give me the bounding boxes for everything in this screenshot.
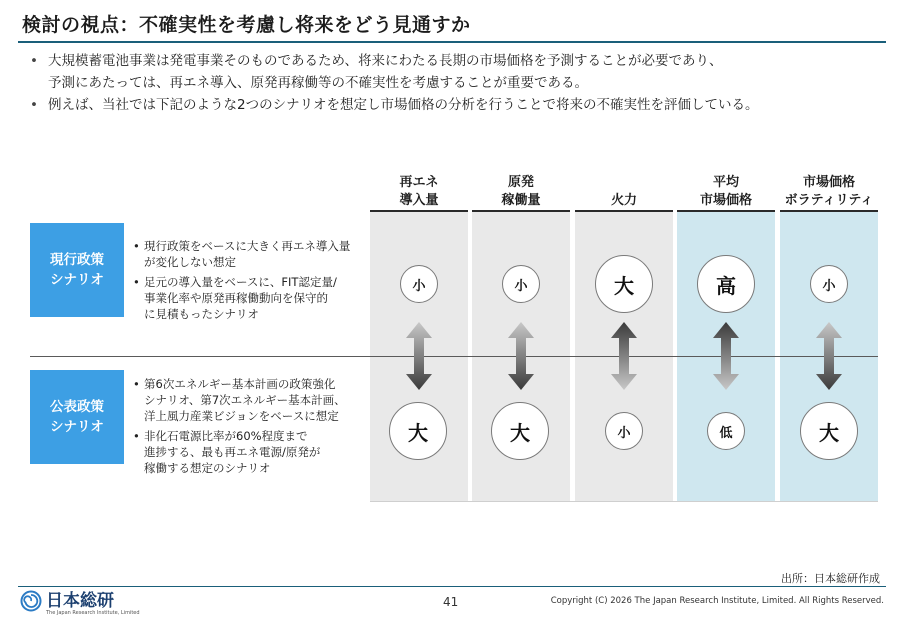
column-header-nuclear (472, 168, 570, 210)
description-line: • 非化石電源比率が60%程度まで (144, 429, 308, 443)
value-current-nuclear: 小 (502, 265, 540, 303)
company-logo (20, 590, 140, 616)
column-header-rule (472, 210, 570, 212)
column-header-rule (370, 210, 468, 212)
scenario-description-item (132, 376, 368, 424)
description-line: • 第6次エネルギー基本計画の政策強化 (144, 377, 336, 391)
footer-divider (18, 586, 886, 587)
trend-arrow-down-icon (405, 322, 433, 390)
trend-arrow-up-icon (610, 322, 638, 390)
source-note: 出所：日本総研作成 (781, 572, 880, 585)
column-header-rule (575, 210, 673, 212)
trend-arrow-down-icon (815, 322, 843, 390)
column-header-thermal (575, 168, 673, 210)
description-line: • 現行政策をベースに大きく再エネ導入量 (144, 239, 351, 253)
description-line: が変化しない想定 (144, 255, 236, 269)
value-current-avg-price: 高 (697, 255, 755, 313)
column-header-line: 市場価格 (699, 193, 752, 208)
copyright-notice: Copyright (C) 2026 The Japan Research Institute, Limited. All Rights Reserved. (550, 596, 884, 606)
value-stated-volatility: 大 (800, 402, 858, 460)
value-stated-nuclear: 大 (491, 402, 549, 460)
value-current-thermal: 大 (595, 255, 653, 313)
column-header-rule (677, 210, 775, 212)
description-line: シナリオ、第7次エネルギー基本計画、 (144, 393, 346, 407)
scenario-description-current-policy (132, 238, 368, 326)
scenario-description-stated-policy (132, 376, 368, 480)
column-header-line: 再エネ (399, 175, 439, 190)
title-divider (18, 41, 886, 43)
description-line: 進捗する、最も再エネ電源/原発が (144, 445, 321, 459)
column-header-line: 稼働量 (501, 193, 541, 208)
column-header-line: 火力 (610, 193, 637, 208)
column-header-avg-price (677, 168, 775, 210)
page-title: 検討の視点：不確実性を考慮し将来をどう見通すか (22, 14, 471, 36)
column-header-line: 導入量 (399, 193, 439, 208)
intro-bullet-line: 大規模蓄電池事業は発電事業そのものであるため、将来にわたる長期の市場価格を予測することが必要であり、 (48, 53, 723, 69)
scenario-name-line: 現行政策 (50, 252, 104, 268)
logo-swirl-icon (20, 590, 42, 612)
column-header-line: ボラティリティ (784, 193, 874, 208)
page-number: 41 (443, 595, 459, 609)
value-stated-renewables: 大 (389, 402, 447, 460)
intro-bullet (26, 50, 886, 94)
scenario-description-item (132, 274, 368, 322)
scenario-description-item (132, 238, 368, 270)
value-current-renewables: 小 (400, 265, 438, 303)
trend-arrow-up-icon (712, 322, 740, 390)
scenario-row-divider (30, 356, 878, 357)
scenario-name-line: 公表政策 (50, 399, 104, 415)
description-line: • 足元の導入量をベースに、FIT認定量/ (144, 275, 337, 289)
value-stated-avg-price: 低 (707, 412, 745, 450)
logo-subtitle: The Japan Research Institute, Limited (46, 610, 140, 616)
scenario-name-line: シナリオ (50, 272, 104, 288)
scenario-description-item (132, 428, 368, 476)
description-line: 事業化率や原発再稼働動向を保守的 (144, 291, 328, 305)
description-line: に見積もったシナリオ (144, 307, 259, 321)
table-bottom-rule (370, 501, 878, 502)
scenario-label-current-policy (30, 223, 124, 317)
intro-bullet-line: 例えば、当社では下記のような2つのシナリオを想定し市場価格の分析を行うことで将来の不確実性を評価している。 (48, 97, 759, 113)
intro-bullet-line: 予測にあたっては、再エネ導入、原発再稼働等の不確実性を考慮することが重要である。 (48, 75, 588, 91)
trend-arrow-down-icon (507, 322, 535, 390)
description-line: 洋上風力産業ビジョンをベースに想定 (144, 409, 339, 423)
scenario-name-line: シナリオ (50, 419, 104, 435)
scenario-label-stated-policy (30, 370, 124, 464)
column-header-line: 平均 (712, 175, 739, 190)
value-stated-thermal: 小 (605, 412, 643, 450)
value-current-volatility: 小 (810, 265, 848, 303)
column-header-renewables (370, 168, 468, 210)
intro-bullet (26, 94, 886, 116)
intro-bullets (26, 50, 886, 116)
column-header-line: 原発 (507, 175, 534, 190)
description-line: 稼働する想定のシナリオ (144, 461, 271, 475)
column-header-volatility (780, 168, 878, 210)
column-header-rule (780, 210, 878, 212)
logo-text: 日本総研 (46, 590, 114, 611)
column-header-line: 市場価格 (802, 175, 855, 190)
